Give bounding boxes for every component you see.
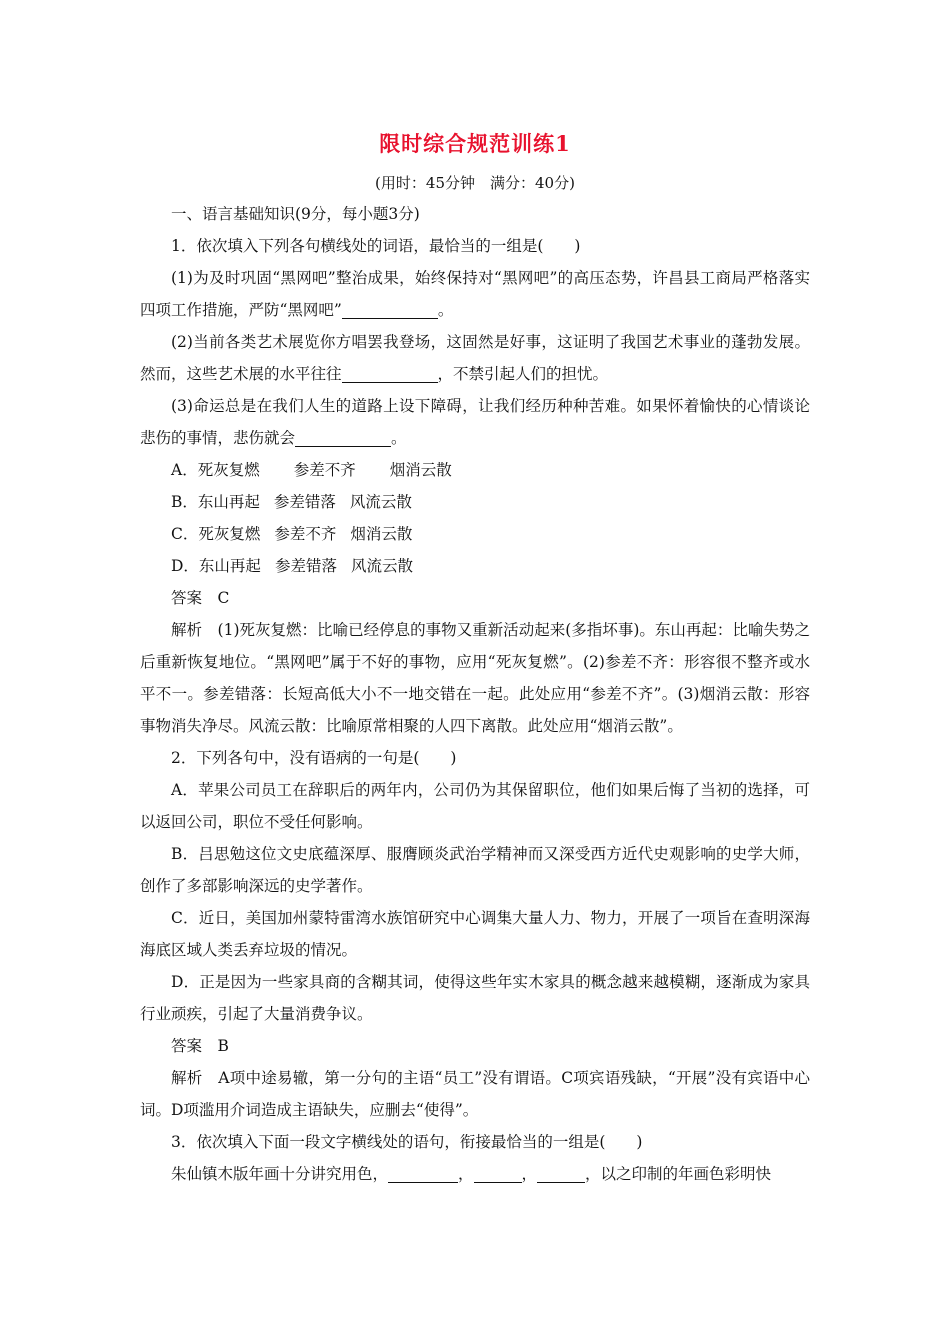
question-2-option-b: B．吕思勉这位文史底蕴深厚、服膺顾炎武治学精神而又深受西方近代史观影响的史学大师，创作了多部影响深远的史学著作。 <box>140 845 810 895</box>
question-2-analysis: 解析 A项中途易辙，第一分句的主语“员工”没有谓语。C项宾语残缺，“开展”没有宾语中心词。D项滥用介词造成主语缺失，应删去“使得”。 <box>140 1069 810 1119</box>
question-3-stem: 3．依次填入下面一段文字横线处的语句，衔接最恰当的一组是( ) <box>171 1133 643 1151</box>
question-1-sentence-3: (3)命运总是在我们人生的道路上设下障碍，让我们经历种种苦难。如果怀着愉快的心情谈论悲伤的事情，悲伤就会 。 <box>140 397 810 447</box>
question-1-answer: 答案 C <box>171 589 230 607</box>
question-2-answer: 答案 B <box>171 1037 229 1055</box>
question-1-sentence-1: (1)为及时巩固“黑网吧”整治成果，始终保持对“黑网吧”的高压态势，许昌县工商局严格落实四项工作措施，严防“黑网吧” 。 <box>140 269 810 319</box>
document-body <box>140 198 810 1190</box>
page-title: 限时综合规范训练1 <box>379 131 571 156</box>
question-1-analysis: 解析 (1)死灰复燃：比喻已经停息的事物又重新活动起来(多指坏事)。东山再起：比喻失势之后重新恢复地位。“黑网吧”属于不好的事物，应用“死灰复燃”。(2)参差不齐：形容很不整齐或水平不一。参差错落：长短高低大小不一地交错在一起。此处应用“参差不齐”。(3)烟消云散：形容事物消失净尽。风流云散：比喻原常相聚的人四下离散。此处应用“烟消云散”。 <box>140 621 810 735</box>
question-2-stem: 2．下列各句中，没有语病的一句是( ) <box>171 749 457 767</box>
question-1-sentence-2: (2)当前各类艺术展览你方唱罢我登场，这固然是好事，这证明了我国艺术事业的蓬勃发展。然而，这些艺术展的水平往往 ，不禁引起人们的担忧。 <box>140 333 810 383</box>
page-subtitle: (用时：45分钟 满分：40分) <box>375 174 575 192</box>
fill-blank <box>295 428 391 447</box>
section-heading: 一、语言基础知识(9分，每小题3分) <box>171 205 420 223</box>
question-2-option-c: C．近日，美国加州蒙特雷湾水族馆研究中心调集大量人力、物力，开展了一项旨在查明深海海底区域人类丢弃垃圾的情况。 <box>140 909 810 959</box>
question-3-text: 朱仙镇木版年画十分讲究用色， ， ， ，以之印制的年画色彩明快 <box>171 1165 772 1183</box>
question-2-option-d: D．正是因为一些家具商的含糊其词，使得这些年实木家具的概念越来越模糊，逐渐成为家具行业顽疾，引起了大量消费争议。 <box>140 973 810 1023</box>
fill-blank <box>342 300 438 319</box>
fill-blank <box>474 1164 522 1183</box>
question-1-option-a: A．死灰复燃 参差不齐 烟消云散 <box>171 461 452 479</box>
question-2-option-a: A．苹果公司员工在辞职后的两年内，公司仍为其保留职位，他们如果后悔了当初的选择，可以返回公司，职位不受任何影响。 <box>140 781 810 831</box>
question-1-stem: 1．依次填入下列各句横线处的词语，最恰当的一组是( ) <box>171 237 581 255</box>
question-1-option-b: B．东山再起 参差错落 风流云散 <box>171 493 412 511</box>
fill-blank <box>537 1164 585 1183</box>
fill-blank <box>342 364 438 383</box>
fill-blank <box>388 1164 458 1183</box>
question-1-option-d: D．东山再起 参差错落 风流云散 <box>171 557 413 575</box>
question-1-option-c: C．死灰复燃 参差不齐 烟消云散 <box>171 525 413 543</box>
